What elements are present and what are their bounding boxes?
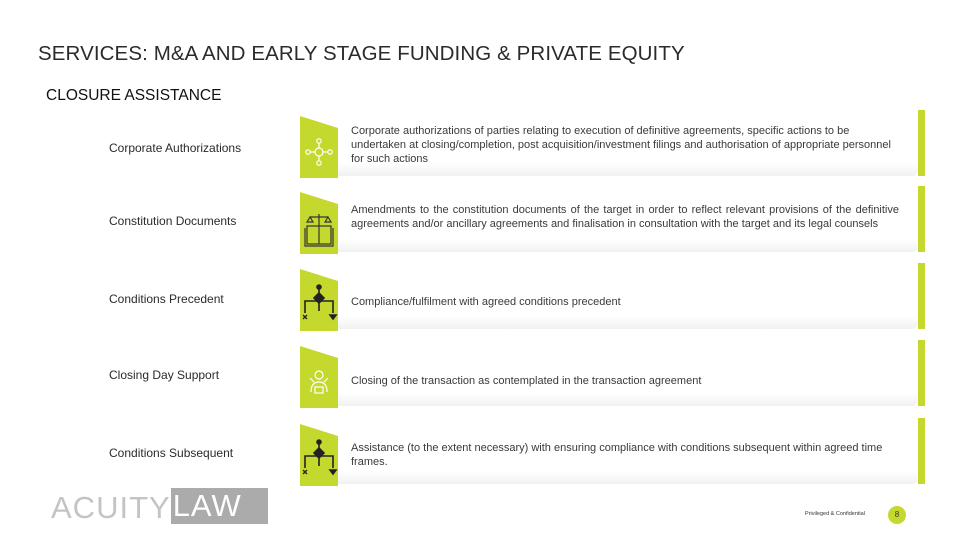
acuity-law-logo [51,488,268,525]
service-row-conditions-subsequent [0,418,960,498]
row-description: Assistance (to the extent necessary) with ensuring compliance with conditions subsequent within agreed time frames. [351,442,883,468]
page-title: SERVICES: M&A AND EARLY STAGE FUNDING & PRIVATE EQUITY [38,42,685,65]
network-people-icon [296,112,342,178]
row-description: Amendments to the constitution documents of the target in order to reflect relevant provisions of the definitive agreements and/or ancillary agreements and finalisation in consultation with the target and its legal counsels [351,204,899,230]
accent-bar [918,340,925,406]
row-label: Conditions Subsequent [109,446,234,460]
row-description: Closing of the transaction as contemplated in the transaction agreement [351,375,702,387]
page-number-badge: 8 [888,506,906,524]
service-row-corporate-authorizations [0,110,960,190]
accent-bar [918,263,925,329]
row-label: Constitution Documents [109,214,237,228]
support-person-icon [296,342,342,408]
accent-bar [918,418,925,484]
accent-bar [918,186,925,252]
row-description: Corporate authorizations of parties relating to execution of definitive agreements, specific actions to be undertaken at closing/completion, post acquisition/investment filings and authorisation of appropriate personnel for such actions [351,125,891,165]
row-background [300,340,918,406]
row-label: Conditions Precedent [109,292,224,306]
service-row-conditions-precedent [0,263,960,343]
logo-text-law: LAW [171,488,268,524]
section-subtitle: CLOSURE ASSISTANCE [46,87,222,104]
service-row-constitution-documents [0,186,960,266]
confidentiality-note: Privileged & Confidential [805,511,865,517]
row-label: Closing Day Support [109,368,220,382]
row-label: Corporate Authorizations [109,141,242,155]
service-row-closing-day-support [0,340,960,420]
scales-book-icon [296,188,342,254]
accent-bar [918,110,925,176]
logo-text-acuity: ACUITY [51,490,171,525]
row-description: Compliance/fulfilment with agreed conditions precedent [351,296,621,308]
decision-tree-icon [296,420,342,486]
decision-tree-icon [296,265,342,331]
